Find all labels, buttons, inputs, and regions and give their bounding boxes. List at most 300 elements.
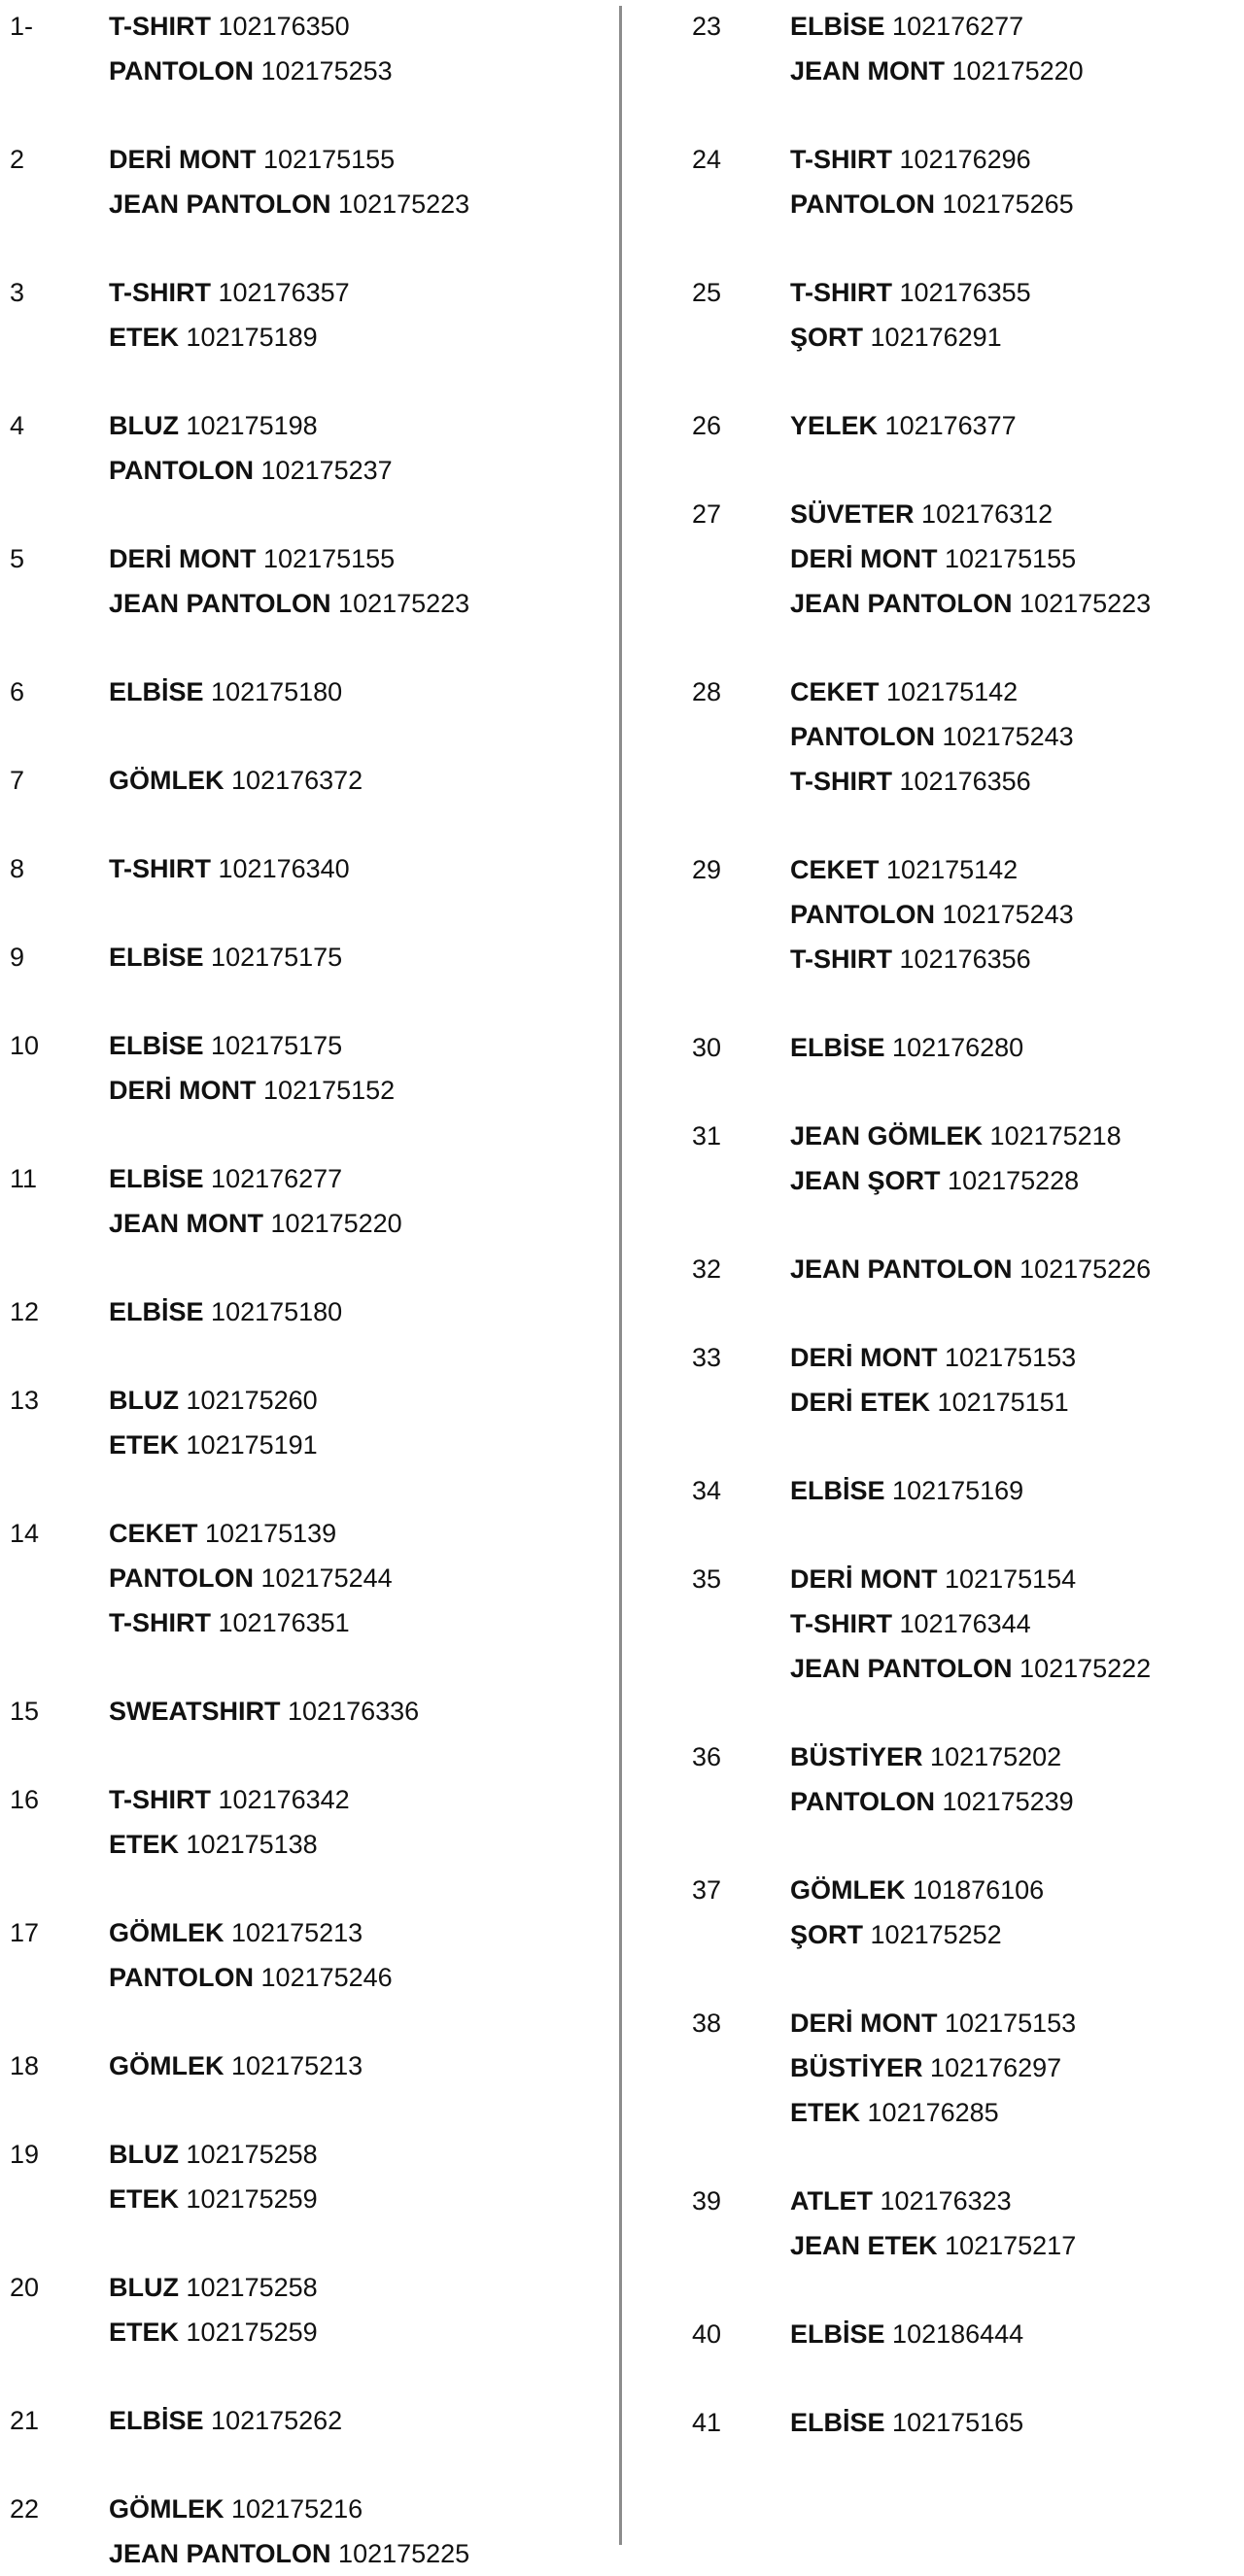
product-name: JEAN PANTOLON xyxy=(790,589,1013,618)
item-number: 28 xyxy=(692,677,722,706)
product-line xyxy=(109,49,393,93)
product-line xyxy=(790,1646,1151,1691)
product-line xyxy=(790,1114,1122,1158)
product-code: 102176357 xyxy=(218,278,350,307)
product-name: DERİ MONT xyxy=(109,544,257,573)
item-number: 7 xyxy=(10,766,25,795)
product-line xyxy=(790,270,1031,315)
product-line xyxy=(790,1735,1074,1779)
product-code: 102175220 xyxy=(951,56,1084,86)
product-code: 102175253 xyxy=(260,56,393,86)
product-line xyxy=(109,1201,402,1246)
item-lines xyxy=(790,2179,1076,2268)
item-number: 9 xyxy=(10,943,25,972)
product-name: PANTOLON xyxy=(790,900,936,929)
product-code: 102175155 xyxy=(263,145,396,174)
product-line xyxy=(109,1822,350,1867)
item-number: 40 xyxy=(692,2319,722,2349)
item-lines xyxy=(109,1289,342,1334)
item-number: 33 xyxy=(692,1343,722,1372)
product-code: 102175223 xyxy=(1019,589,1152,618)
item-number: 32 xyxy=(692,1254,722,1284)
product-name: DERİ MONT xyxy=(790,544,938,573)
item-lines xyxy=(109,536,469,626)
product-code: 102175180 xyxy=(211,677,343,706)
product-code: 102175153 xyxy=(945,1343,1077,1372)
product-code: 102176355 xyxy=(899,278,1031,307)
item-lines xyxy=(109,1910,393,2000)
product-line xyxy=(790,182,1074,226)
product-name: ETEK xyxy=(109,1830,180,1859)
item-lines xyxy=(790,492,1151,626)
item-number: 16 xyxy=(10,1785,40,1814)
product-line xyxy=(790,670,1074,714)
product-line xyxy=(109,182,469,226)
product-line xyxy=(109,270,350,315)
item-number: 5 xyxy=(10,544,25,573)
product-line xyxy=(109,448,393,493)
product-line xyxy=(109,1556,393,1600)
item-number: 8 xyxy=(10,854,25,883)
product-name: ETEK xyxy=(790,2098,861,2127)
product-code: 102176285 xyxy=(867,2098,999,2127)
product-name: BLUZ xyxy=(109,2140,179,2169)
product-line xyxy=(109,1378,318,1423)
item-lines xyxy=(109,758,363,803)
product-name: GÖMLEK xyxy=(109,766,225,795)
item-number: 17 xyxy=(10,1918,40,1947)
item-number: 38 xyxy=(692,2009,722,2038)
product-code: 102175243 xyxy=(942,900,1074,929)
item-lines xyxy=(790,270,1031,360)
product-line xyxy=(790,1025,1023,1070)
item-lines xyxy=(790,1468,1023,1513)
product-line xyxy=(790,847,1074,892)
product-code: 102176312 xyxy=(921,499,1054,529)
item-lines xyxy=(109,270,350,360)
product-code: 101876106 xyxy=(913,1875,1045,1905)
product-name: T-SHIRT xyxy=(109,854,211,883)
product-code: 102175154 xyxy=(945,1564,1077,1594)
item-lines xyxy=(109,2487,469,2576)
product-name: BÜSTİYER xyxy=(790,2053,923,2082)
product-code: 102176351 xyxy=(218,1608,350,1637)
product-code: 102175189 xyxy=(186,323,318,352)
product-line xyxy=(109,1600,393,1645)
product-name: T-SHIRT xyxy=(790,145,892,174)
product-name: JEAN MONT xyxy=(109,1209,264,1238)
product-code: 102176277 xyxy=(211,1164,343,1193)
product-name: DERİ MONT xyxy=(790,1343,938,1372)
item-lines xyxy=(790,1335,1076,1425)
item-number: 36 xyxy=(692,1742,722,1771)
product-code: 102175165 xyxy=(892,2408,1024,2437)
item-number: 22 xyxy=(10,2494,40,2524)
product-name: SÜVETER xyxy=(790,499,915,529)
product-line xyxy=(790,1601,1151,1646)
product-line xyxy=(109,536,469,581)
item-lines xyxy=(109,1777,350,1867)
item-lines xyxy=(790,1025,1023,1070)
item-lines xyxy=(790,403,1017,448)
product-line xyxy=(109,670,342,714)
item-number: 23 xyxy=(692,12,722,41)
product-line xyxy=(109,315,350,360)
item-lines xyxy=(790,2001,1076,2135)
product-code: 102175217 xyxy=(945,2231,1077,2260)
product-code: 102175153 xyxy=(945,2009,1077,2038)
product-code: 102175180 xyxy=(211,1297,343,1326)
product-name: GÖMLEK xyxy=(109,1918,225,1947)
item-number: 13 xyxy=(10,1386,40,1415)
product-line xyxy=(790,1557,1151,1601)
product-name: GÖMLEK xyxy=(109,2494,225,2524)
item-number: 21 xyxy=(10,2406,40,2435)
product-line xyxy=(790,2090,1076,2135)
product-code: 102175220 xyxy=(270,1209,402,1238)
product-line xyxy=(790,1468,1023,1513)
item-lines xyxy=(109,1689,419,1734)
product-code: 102175225 xyxy=(338,2539,470,2568)
product-line xyxy=(790,49,1084,93)
product-name: JEAN ŞORT xyxy=(790,1166,941,1195)
product-name: PANTOLON xyxy=(109,56,255,86)
product-name: CEKET xyxy=(109,1519,198,1548)
product-line xyxy=(109,1910,393,1955)
product-line xyxy=(109,4,393,49)
product-line xyxy=(790,403,1017,448)
item-lines xyxy=(790,137,1074,226)
item-number: 30 xyxy=(692,1033,722,1062)
product-name: JEAN PANTOLON xyxy=(109,189,331,219)
product-name: JEAN PANTOLON xyxy=(109,2539,331,2568)
product-line xyxy=(790,759,1074,804)
product-name: GÖMLEK xyxy=(109,2051,225,2080)
product-code: 102175265 xyxy=(942,189,1074,219)
item-lines xyxy=(109,1378,318,1467)
item-number: 27 xyxy=(692,499,722,529)
product-code: 102175237 xyxy=(260,456,393,485)
product-name: ELBİSE xyxy=(790,2319,885,2349)
product-name: BÜSTİYER xyxy=(790,1742,923,1771)
item-number: 15 xyxy=(10,1697,40,1726)
item-number: 14 xyxy=(10,1519,40,1548)
product-line xyxy=(790,4,1084,49)
product-line xyxy=(109,1023,395,1068)
product-name: CEKET xyxy=(790,855,880,884)
product-code: 102176377 xyxy=(884,411,1017,440)
product-line xyxy=(790,2400,1023,2445)
product-name: ŞORT xyxy=(790,323,864,352)
item-lines xyxy=(790,2312,1023,2356)
product-name: T-SHIRT xyxy=(109,278,211,307)
item-number: 41 xyxy=(692,2408,722,2437)
item-number: 25 xyxy=(692,278,722,307)
item-lines xyxy=(109,137,469,226)
product-name: JEAN PANTOLON xyxy=(109,589,331,618)
product-name: DERİ ETEK xyxy=(790,1388,931,1417)
product-code: 102175213 xyxy=(231,1918,363,1947)
product-line xyxy=(109,758,363,803)
item-number: 34 xyxy=(692,1476,722,1505)
product-code: 102176356 xyxy=(899,945,1031,974)
product-name: YELEK xyxy=(790,411,879,440)
product-code: 102175191 xyxy=(186,1430,318,1460)
product-line xyxy=(109,2177,318,2221)
product-code: 102175239 xyxy=(942,1787,1074,1816)
item-number: 1- xyxy=(10,12,34,41)
product-code: 102175218 xyxy=(989,1121,1122,1151)
item-lines xyxy=(790,1247,1151,1291)
product-name: JEAN PANTOLON xyxy=(790,1654,1013,1683)
product-code: 102176340 xyxy=(218,854,350,883)
product-line xyxy=(790,315,1031,360)
item-number: 2 xyxy=(10,145,25,174)
product-name: SWEATSHIRT xyxy=(109,1697,281,1726)
item-number: 10 xyxy=(10,1031,40,1060)
product-code: 102175252 xyxy=(870,1920,1002,1949)
product-code: 102176356 xyxy=(899,767,1031,796)
product-name: PANTOLON xyxy=(109,1963,255,1992)
product-code: 102175223 xyxy=(338,189,470,219)
product-name: DERİ MONT xyxy=(790,2009,938,2038)
product-name: ELBİSE xyxy=(790,1476,885,1505)
product-line xyxy=(790,2045,1076,2090)
item-lines xyxy=(109,2132,318,2221)
item-lines xyxy=(790,1557,1151,1691)
product-line xyxy=(109,1777,350,1822)
item-lines xyxy=(109,1511,393,1645)
product-line xyxy=(790,1247,1151,1291)
product-line xyxy=(109,137,469,182)
item-number: 37 xyxy=(692,1875,722,1905)
product-name: T-SHIRT xyxy=(790,278,892,307)
product-name: T-SHIRT xyxy=(790,945,892,974)
product-line xyxy=(790,2223,1076,2268)
item-number: 20 xyxy=(10,2273,40,2302)
product-name: PANTOLON xyxy=(790,189,936,219)
product-line xyxy=(109,1068,395,1113)
product-line xyxy=(109,2265,318,2310)
item-lines xyxy=(790,1868,1044,1957)
product-name: BLUZ xyxy=(109,1386,179,1415)
product-line xyxy=(790,492,1151,536)
product-name: DERİ MONT xyxy=(790,1564,938,1594)
product-name: ETEK xyxy=(109,1430,180,1460)
product-code: 102176350 xyxy=(218,12,350,41)
item-number: 39 xyxy=(692,2186,722,2215)
product-code: 102175152 xyxy=(263,1076,396,1105)
item-number: 19 xyxy=(10,2140,40,2169)
item-lines xyxy=(790,670,1074,804)
product-line xyxy=(109,2310,318,2354)
item-number: 6 xyxy=(10,677,25,706)
product-line xyxy=(109,2132,318,2177)
product-code: 102175246 xyxy=(260,1963,393,1992)
product-name: PANTOLON xyxy=(790,1787,936,1816)
product-code: 102175155 xyxy=(945,544,1077,573)
product-line xyxy=(109,1955,393,2000)
product-line xyxy=(790,2179,1076,2223)
product-line xyxy=(109,2487,469,2531)
product-code: 102176323 xyxy=(880,2186,1012,2215)
product-code: 102175216 xyxy=(231,2494,363,2524)
product-line xyxy=(109,1289,342,1334)
item-lines xyxy=(109,2044,363,2088)
item-number: 29 xyxy=(692,855,722,884)
product-code: 102176296 xyxy=(899,145,1031,174)
product-line xyxy=(109,846,350,891)
product-code: 102175138 xyxy=(186,1830,318,1859)
product-code: 102175228 xyxy=(948,1166,1080,1195)
product-code: 102176277 xyxy=(892,12,1024,41)
product-code: 102175155 xyxy=(263,544,396,573)
product-code: 102175259 xyxy=(186,2184,318,2214)
product-code: 102176280 xyxy=(892,1033,1024,1062)
product-name: PANTOLON xyxy=(109,1563,255,1593)
product-name: ELBİSE xyxy=(790,1033,885,1062)
product-code: 102175222 xyxy=(1019,1654,1152,1683)
product-name: BLUZ xyxy=(109,2273,179,2302)
product-name: CEKET xyxy=(790,677,880,706)
product-line xyxy=(790,1158,1122,1203)
product-line xyxy=(790,581,1151,626)
product-code: 102175258 xyxy=(186,2140,318,2169)
product-name: T-SHIRT xyxy=(790,1609,892,1638)
item-lines xyxy=(109,403,393,493)
item-number: 24 xyxy=(692,145,722,174)
product-code: 102175213 xyxy=(231,2051,363,2080)
product-name: JEAN MONT xyxy=(790,56,946,86)
product-line xyxy=(790,2001,1076,2045)
product-name: T-SHIRT xyxy=(790,767,892,796)
product-name: ELBİSE xyxy=(109,1164,204,1193)
product-name: ŞORT xyxy=(790,1920,864,1949)
product-code: 102175202 xyxy=(930,1742,1062,1771)
product-name: ELBİSE xyxy=(109,677,204,706)
item-lines xyxy=(109,935,342,979)
product-line xyxy=(109,1423,318,1467)
product-code: 102186444 xyxy=(892,2319,1024,2349)
product-code: 102176291 xyxy=(870,323,1002,352)
product-line xyxy=(109,2398,342,2443)
product-name: ATLET xyxy=(790,2186,873,2215)
product-code: 102176336 xyxy=(288,1697,420,1726)
product-name: BLUZ xyxy=(109,411,179,440)
product-line xyxy=(790,1868,1044,1912)
item-lines xyxy=(109,846,350,891)
product-line xyxy=(109,1156,402,1201)
product-name: DERİ MONT xyxy=(109,1076,257,1105)
item-number: 26 xyxy=(692,411,722,440)
product-line xyxy=(790,2312,1023,2356)
product-name: PANTOLON xyxy=(109,456,255,485)
product-line xyxy=(790,536,1151,581)
product-code: 102175139 xyxy=(205,1519,337,1548)
product-line xyxy=(109,403,393,448)
item-number: 35 xyxy=(692,1564,722,1594)
item-lines xyxy=(790,847,1074,981)
product-name: ELBİSE xyxy=(790,12,885,41)
product-code: 102175175 xyxy=(211,943,343,972)
product-line xyxy=(790,1779,1074,1824)
item-lines xyxy=(109,4,393,93)
product-name: ELBİSE xyxy=(790,2408,885,2437)
product-code: 102176344 xyxy=(899,1609,1031,1638)
item-number: 4 xyxy=(10,411,25,440)
product-name: ELBİSE xyxy=(109,1031,204,1060)
product-code: 102175151 xyxy=(937,1388,1069,1417)
product-code: 102175142 xyxy=(886,855,1019,884)
product-code: 102176297 xyxy=(930,2053,1062,2082)
product-line xyxy=(790,137,1074,182)
item-lines xyxy=(790,1735,1074,1824)
product-line xyxy=(109,581,469,626)
item-lines xyxy=(790,1114,1122,1203)
item-lines xyxy=(790,4,1084,93)
product-code: 102175169 xyxy=(892,1476,1024,1505)
product-name: ELBİSE xyxy=(109,2406,204,2435)
product-name: DERİ MONT xyxy=(109,145,257,174)
product-code: 102175260 xyxy=(186,1386,318,1415)
item-lines xyxy=(109,1156,402,1246)
product-code: 102175243 xyxy=(942,722,1074,751)
product-line xyxy=(109,1689,419,1734)
product-code: 102175142 xyxy=(886,677,1019,706)
item-number: 12 xyxy=(10,1297,40,1326)
product-code: 102175198 xyxy=(186,411,318,440)
product-line xyxy=(790,1912,1044,1957)
product-code: 102175258 xyxy=(186,2273,318,2302)
item-number: 3 xyxy=(10,278,25,307)
item-number: 18 xyxy=(10,2051,40,2080)
product-line xyxy=(109,2531,469,2576)
product-name: T-SHIRT xyxy=(109,1785,211,1814)
product-line xyxy=(109,935,342,979)
product-name: JEAN ETEK xyxy=(790,2231,938,2260)
product-name: ELBİSE xyxy=(109,1297,204,1326)
product-name: PANTOLON xyxy=(790,722,936,751)
product-line xyxy=(790,892,1074,937)
column-divider xyxy=(619,6,622,2545)
item-number: 31 xyxy=(692,1121,722,1151)
item-lines xyxy=(109,2265,318,2354)
item-lines xyxy=(109,2398,342,2443)
product-name: ETEK xyxy=(109,2318,180,2347)
product-line xyxy=(109,2044,363,2088)
item-lines xyxy=(109,670,342,714)
product-name: ETEK xyxy=(109,2184,180,2214)
product-name: T-SHIRT xyxy=(109,1608,211,1637)
product-name: JEAN PANTOLON xyxy=(790,1254,1013,1284)
product-name: GÖMLEK xyxy=(790,1875,906,1905)
product-code: 102176372 xyxy=(231,766,363,795)
product-name: JEAN GÖMLEK xyxy=(790,1121,984,1151)
product-name: T-SHIRT xyxy=(109,12,211,41)
item-lines xyxy=(109,1023,395,1113)
item-lines xyxy=(790,2400,1023,2445)
product-code: 102175223 xyxy=(338,589,470,618)
product-name: ELBİSE xyxy=(109,943,204,972)
product-line xyxy=(109,1511,393,1556)
product-line xyxy=(790,1380,1076,1425)
item-number: 11 xyxy=(10,1164,38,1193)
product-line xyxy=(790,1335,1076,1380)
product-code: 102175244 xyxy=(260,1563,393,1593)
product-code: 102175259 xyxy=(186,2318,318,2347)
product-line xyxy=(790,714,1074,759)
product-name: ETEK xyxy=(109,323,180,352)
